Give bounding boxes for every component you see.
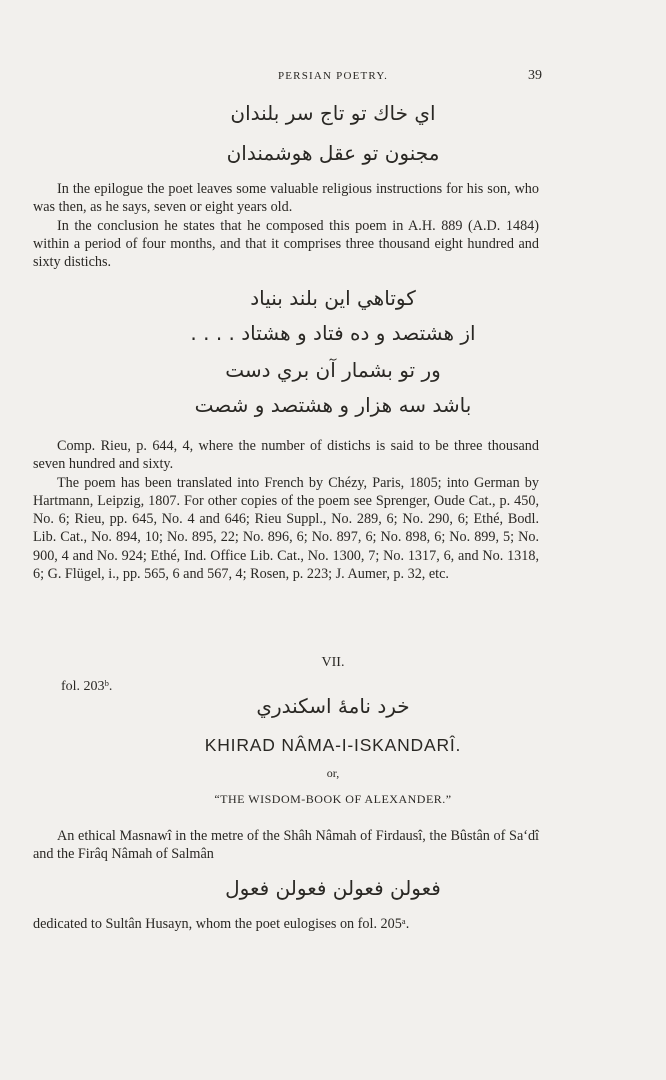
verse-line: از هشتصد و ده فتاد و هشتاد . . . . [190, 321, 476, 345]
verse-line: اي خاك تو تاج سر بلندان [230, 101, 436, 125]
persian-title: خرد نامهٔ اسكندري [256, 694, 410, 718]
paragraph-text: dedicated to Sultân Husayn, whom the poet eulogises on fol. 205ᵃ. [33, 916, 410, 932]
verse-line: مجنون تو عقل هوشمندان [226, 141, 440, 165]
page-header [0, 66, 666, 86]
paragraph-text: The poem has been translated into French by Chézy, Paris, 1805; into German by Hartmann, Leipzig, 1807. For other copies of the poem see Sprenger, Oude Cat., p. 450, No. 6; Rieu, pp. 645, No. 4 and 646; Rieu Suppl., No. 289, 6; No. 290, 6; Ethé, Bodl. Lib. Cat., No. 894, 10; No. 895, 22; No. 896, 6; No. 897, 6; No. 898, 6; No. 899, 5; No. 900, 4 and No. 924; Ethé, Ind. Office Lib. Cat., No. 1300, 7; No. 1317, 6, and No. 1318, 6; G. Flügel, i., pp. 565, 6 and 567, 4; Rosen, p. 223; J. Aumer, p. 32, etc. [33, 474, 539, 583]
paragraph-epilogue [33, 180, 539, 271]
paragraph-dedication [33, 915, 539, 933]
paragraph-references [33, 437, 539, 583]
paragraph-text: An ethical Masnawî in the metre of the Shâh Nâmah of Firdausî, the Bûstân of Sa‘dî and the Firâq Nâmah of Salmân [33, 828, 539, 863]
running-title: PERSIAN POETRY. [277, 70, 389, 82]
english-title: “THE WISDOM-BOOK OF ALEXANDER.” [214, 792, 452, 806]
section-numeral: VII. [321, 655, 345, 670]
verse-line: ور تو بشمار آن بري دست [225, 358, 441, 382]
verse-line: كوتاهي اين بلند بنياد [250, 286, 416, 310]
paragraph-text: In the epilogue the poet leaves some valuable religious instructions for his son, who was then, as he says, seven or eight years old. [33, 181, 539, 216]
paragraph-text: Comp. Rieu, p. 644, 4, where the number of distichs is said to be three thousand seven hundred and sixty. [33, 438, 539, 473]
page-number: 39 [528, 68, 542, 83]
metre-line: فعولن فعولن فعولن فعول [225, 876, 441, 900]
section-title: KHIRAD NÂMA-I-ISKANDARÎ. [204, 735, 462, 755]
paragraph-metre [33, 827, 539, 864]
paragraph-text: In the conclusion he states that he composed this poem in A.H. 889 (A.D. 1484) within a period of four months, and that it comprises three thousand eight hundred and sixty distichs. [33, 217, 539, 271]
or-label: or, [326, 766, 340, 780]
verse-line: باشد سه هزار و هشتصد و شصت [194, 393, 472, 417]
folio-reference: fol. 203ᵇ. [61, 679, 113, 694]
